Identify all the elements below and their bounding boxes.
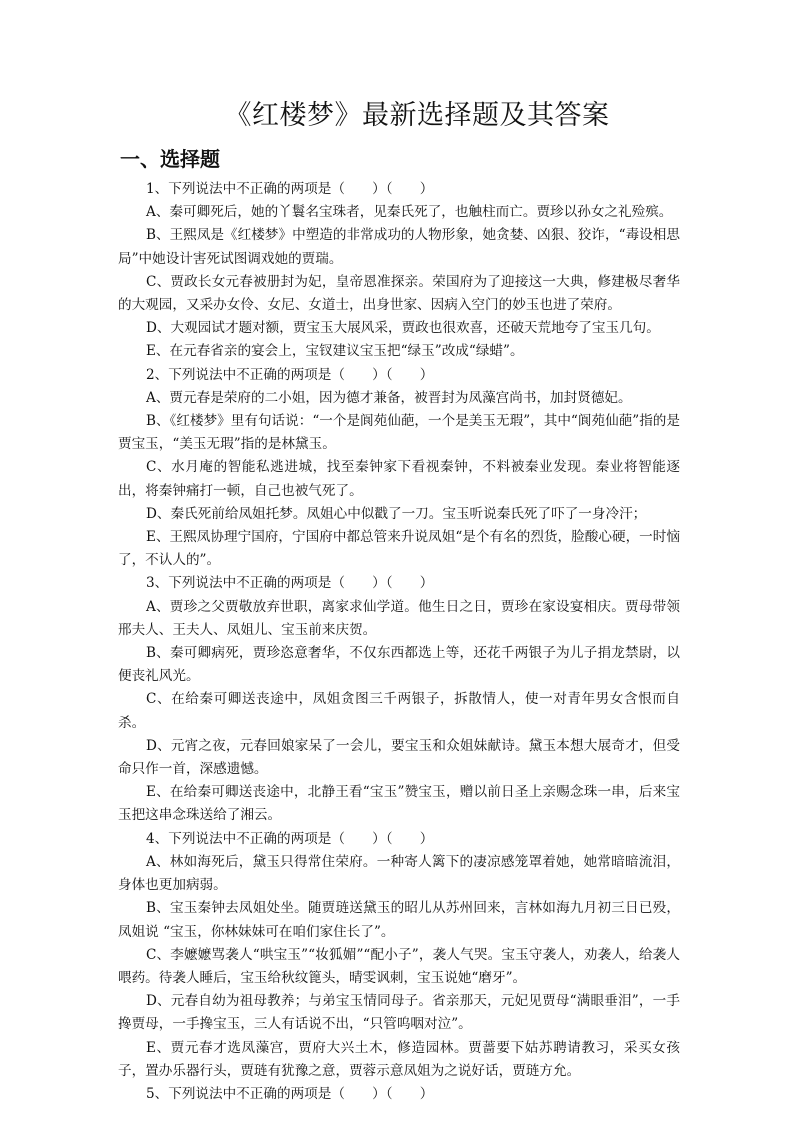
answer-option: E、在元春省亲的宴会上，宝钗建议宝玉把“绿玉”改成“绿蜡”。 — [146, 343, 524, 360]
question-stem: 2、下列说法中不正确的两项是（ ）（ ） — [146, 366, 434, 383]
answer-option: D、元春自幼为祖母教养；与弟宝玉情同母子。省亲那天，元妃见贾母“满眼垂泪”，一手搀贾母，一手搀宝玉，三人有话说不出，“只管呜咽对泣”。 — [118, 993, 680, 1033]
answer-option: B、宝玉秦钟去凤姐处坐。随贾琏送黛玉的昭儿从苏州回来，言林如海九月初三日已殁，凤姐说 “宝玉，你林妹妹可在咱们家住长了”。 — [118, 900, 680, 940]
answer-option: C、水月庵的智能私逃进城，找至秦钟家下看视秦钟，不料被秦业发现。秦业将智能逐出，将秦钟痛打一顿，自己也被气死了。 — [118, 459, 680, 499]
answer-option: D、元宵之夜，元春回娘家呆了一会儿，要宝玉和众姐妹献诗。黛玉本想大展奇才，但受命只作一首，深感遗憾。 — [118, 737, 680, 778]
answer-option: B、秦可卿病死，贾珍恣意奢华，不仅东西都选上等，还花千两银子为儿子捐龙禁尉，以便丧礼风光。 — [118, 645, 680, 685]
question-stem: 3、下列说法中不正确的两项是（ ）（ ） — [146, 575, 434, 592]
answer-option: B、《红楼梦》里有句话说：“一个是阆苑仙葩，一个是美玉无瑕”，其中“阆苑仙葩”指的是贾宝玉，“美玉无瑕”指的是林黛玉。 — [118, 413, 680, 453]
answer-option: E、在给秦可卿送丧途中，北静王看“宝玉”赞宝玉，赠以前日圣上亲赐念珠一串，后来宝玉把这串念珠送给了湘云。 — [118, 784, 680, 824]
document-title: 《红楼梦》最新选择题及其答案 — [224, 100, 610, 131]
question-stem: 1、下列说法中不正确的两项是（ ）（ ） — [146, 181, 434, 197]
answer-option: E、贾元春才选凤藻宫，贾府大兴土木，修造园林。贾蔷要下姑苏聘请教习，采买女孩子，置办乐器行头，贾琏有犹豫之意，贾蓉示意凤姐为之说好话，贾琏方允。 — [118, 1039, 680, 1079]
answer-option: A、林如海死后，黛玉只得常住荣府。一种寄人篱下的凄凉感笼罩着她，她常暗暗流泪，身体也更加病弱。 — [118, 853, 680, 894]
answer-option: D、秦氏死前给凤姐托梦。凤姐心中似戳了一刀。宝玉听说秦氏死了吓了一身冷汗； — [146, 505, 647, 522]
question-stem: 4、下列说法中不正确的两项是（ ）（ ） — [146, 830, 434, 847]
answer-option: D、大观园试才题对额，贾宝玉大展风采，贾政也很欢喜，还破天荒地夸了宝玉几句。 — [146, 320, 660, 337]
answer-option: A、贾元春是荣府的二小姐，因为德才兼备，被晋封为凤藻宫尚书，加封贤德妃。 — [146, 389, 632, 406]
answer-option: E、王熙凤协理宁国府，宁国府中都总管来升说凤姐“是个有名的烈货，脸酸心硬，一时恼了，不认人的”。 — [118, 529, 680, 569]
answer-option: C、李嬷嬷骂袭人“哄宝玉”“妆狐媚”“配小子”，袭人气哭。宝玉守袭人，劝袭人，给袭人喂药。待袭人睡后，宝玉给秋纹篦头，晴雯讽刺，宝玉说她“磨牙”。 — [118, 946, 680, 986]
answer-option: A、秦可卿死后，她的丫鬟名宝珠者，见秦氏死了，也触柱而亡。贾珍以孙女之礼殓殡。 — [146, 204, 673, 221]
answer-option: A、贾珍之父贾敬放弃世职，离家求仙学道。他生日之日，贾珍在家设宴相庆。贾母带领邢夫人、王夫人、凤姐儿、宝玉前来庆贺。 — [118, 598, 680, 638]
answer-option: B、王熙凤是《红楼梦》中塑造的非常成功的人物形象，她贪婪、凶狠、狡诈，“毒设相思局”中她设计害死试图调戏她的贾瑞。 — [118, 227, 680, 267]
answer-option: C、贾政长女元春被册封为妃，皇帝恩准探亲。荣国府为了迎接这一大典，修建极尽奢华的大观园，又采办女伶、女尼、女道士，出身世家、因病入空门的妙玉也进了荣府。 — [118, 273, 680, 314]
question-list — [118, 178, 680, 1106]
answer-option: C、在给秦可卿送丧途中，凤姐贪图三千两银子，拆散情人，使一对青年男女含恨而自杀。 — [118, 691, 680, 731]
question-stem: 5、下列说法中不正确的两项是（ ）（ ） — [146, 1085, 434, 1102]
section-heading: 一、选择题 — [120, 147, 220, 171]
